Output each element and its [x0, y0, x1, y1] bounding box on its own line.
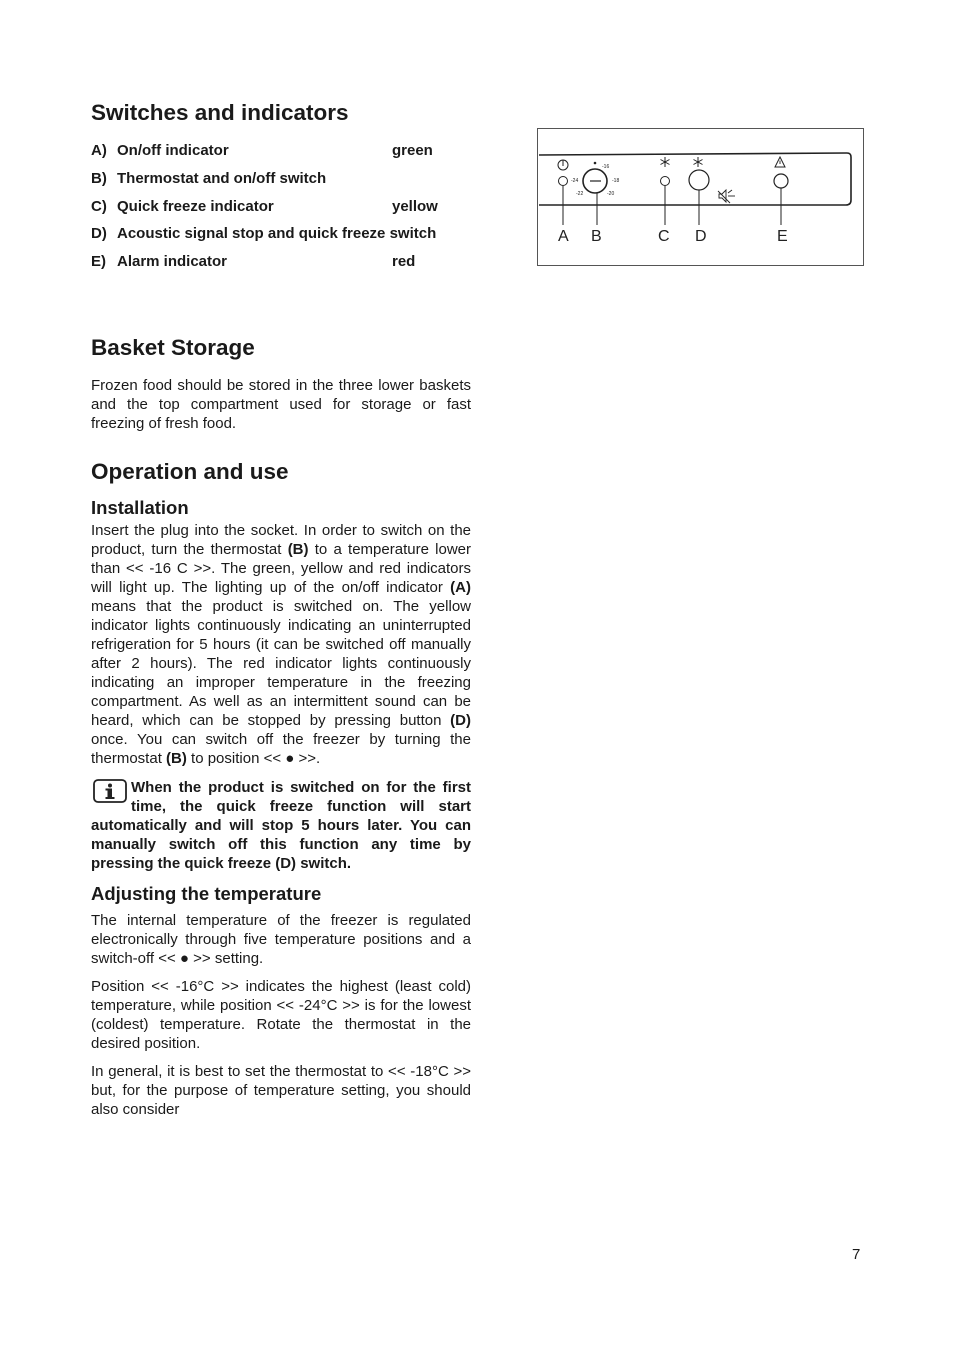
adjusting-title: Adjusting the temperature: [91, 883, 322, 905]
legend-color: green: [392, 142, 433, 159]
legend-row-a: [91, 142, 511, 170]
switches-section: [91, 100, 471, 126]
adjusting-paragraph: Position << -16°C >> indicates the highest (least cold) temperature, while position << -24°C >> is for the lowest (coldest) temperature. Rotate the thermostat in the desired position.: [91, 978, 471, 1053]
diagram-label-b: B: [591, 228, 602, 245]
text-run: (A): [450, 579, 471, 597]
legend-label: Quick freeze indicator: [117, 197, 274, 215]
dial-value: -20: [607, 191, 615, 197]
diagram-label-e: E: [777, 228, 788, 245]
legend-key: E): [91, 253, 106, 271]
text-run: (B): [166, 750, 187, 768]
text-run: once. You can switch off the freezer by turning the thermostat: [91, 731, 471, 768]
legend-row-c: [91, 198, 511, 226]
legend-row-d: [91, 225, 511, 253]
adjusting-paragraph: The internal temperature of the freezer is regulated electronically through five temperature positions and a switch-off << ● >> setting.: [91, 912, 471, 968]
operation-section: [91, 459, 471, 1119]
text-run: (D): [450, 712, 471, 730]
info-icon: [93, 779, 127, 805]
legend-row-e: [91, 253, 511, 281]
legend-label: On/off indicator: [117, 142, 229, 159]
basket-section: [91, 335, 471, 433]
legend-label: Acoustic signal stop and quick freeze switch: [117, 225, 437, 243]
off-dot-icon: [594, 162, 597, 165]
legend-key: D): [91, 225, 107, 243]
switches-title: Switches and indicators: [91, 100, 349, 125]
switches-legend: [91, 142, 511, 281]
legend-key: B): [91, 169, 107, 187]
legend-color: red: [392, 253, 416, 271]
diagram-label-c: C: [658, 228, 670, 245]
text-run: to a temperature lower than << -16 C >>. The green, yellow and red indicators will light up. The lighting up of the on/off indicator: [91, 541, 471, 597]
legend-label: Alarm indicator: [117, 253, 228, 271]
legend-row-b: [91, 170, 511, 198]
text-run: (B): [287, 541, 309, 559]
dial-value: -18: [612, 178, 620, 184]
text-run: means that the product is switched on. The yellow indicator lights continuously indicating an uninterrupted refrigeration for 5 hours (it can be switched off manually after 2 hours). The red indicator lights continuously indicating an improper temperature in the freezing compartment. As well as an intermittent sound can be heard, which can be stopped by pressing button: [91, 598, 471, 730]
legend-label: Thermostat and on/off switch: [117, 169, 327, 187]
control-panel-diagram: [537, 128, 864, 266]
legend-key: C): [91, 197, 107, 215]
basket-title: Basket Storage: [91, 335, 255, 360]
diagram-label-d: D: [695, 228, 707, 245]
operation-title: Operation and use: [91, 459, 289, 484]
installation-text: [91, 521, 471, 768]
text-run: to position << ● >>.: [186, 750, 321, 768]
dial-value: -16: [602, 164, 610, 170]
page-number: 7: [852, 1246, 861, 1263]
legend-key: A): [91, 142, 107, 159]
legend-color: yellow: [392, 197, 438, 215]
adjusting-paragraph: In general, it is best to set the thermostat to << -18°C >> but, for the purpose of temperature setting, you should also consider: [91, 1063, 471, 1119]
info-note-text: When the product is switched on for the first time, the quick freeze function will start automatically and will stop 5 hours later. You can manually switch off this function any time by pressing the quick freeze (D) switch.: [91, 779, 471, 873]
installation-title: Installation: [91, 496, 189, 518]
info-note: [91, 778, 471, 873]
text-run: Insert the plug into the socket. In order to switch on the product, turn the thermostat: [91, 522, 471, 559]
dial-value: -22: [576, 191, 584, 197]
diagram-label-a: A: [558, 228, 569, 245]
basket-text: Frozen food should be stored in the three lower baskets and the top compartment used for storage or fast freezing of fresh food.: [91, 376, 471, 432]
dial-value: -24: [571, 178, 579, 184]
